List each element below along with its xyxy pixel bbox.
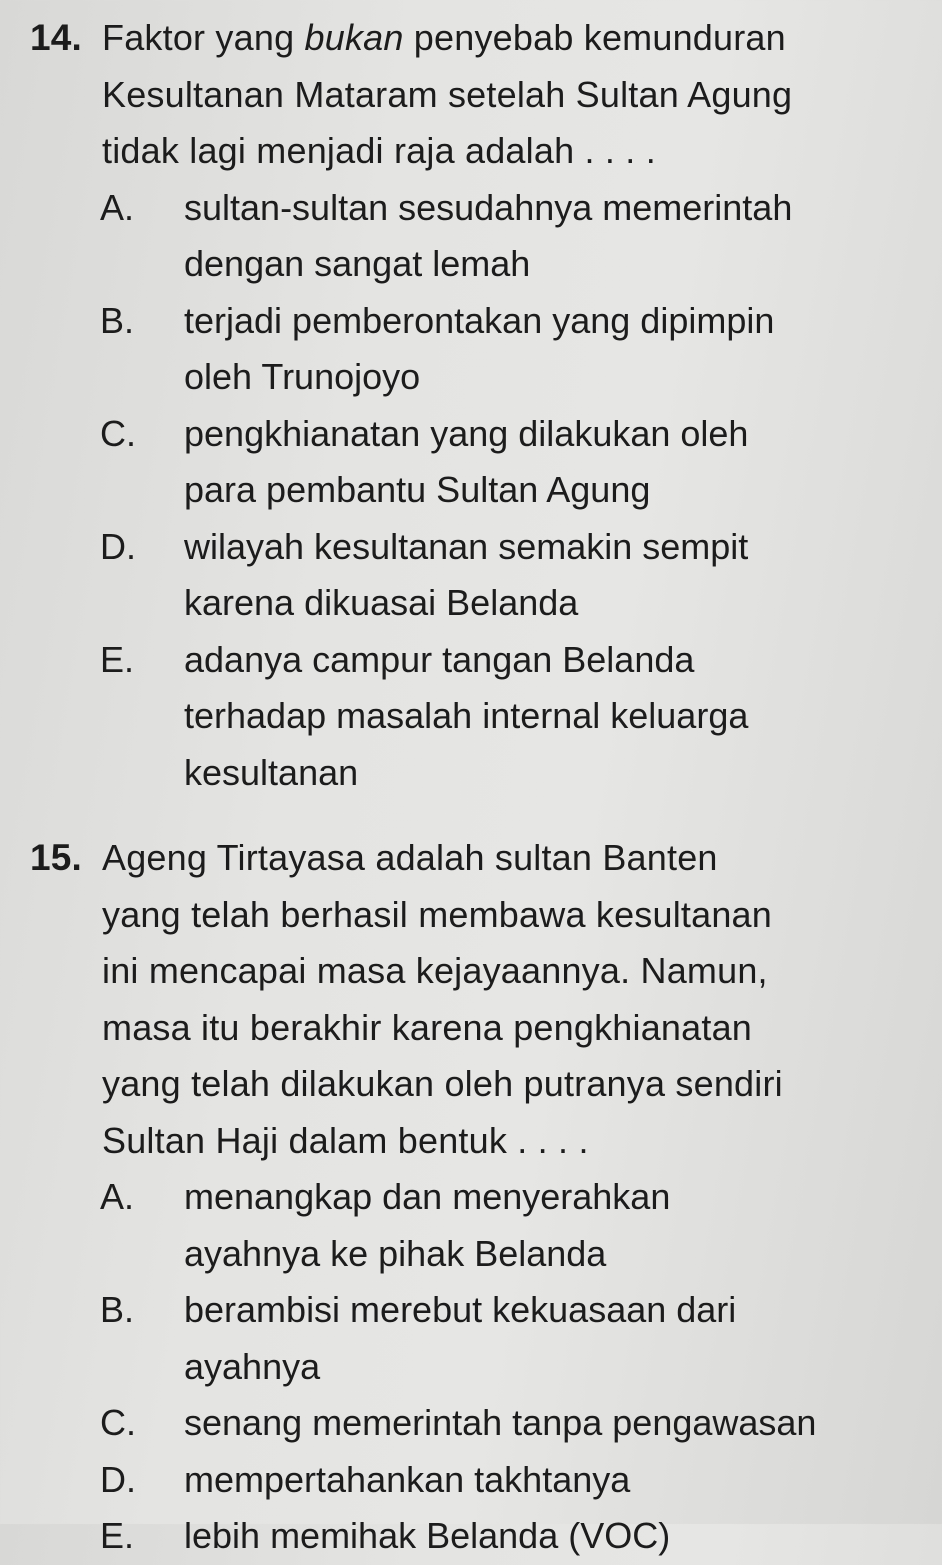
option-text: senang memerintah tanpa pengawasan: [184, 1402, 817, 1443]
option-text: sultan-sultan sesudahnya memerintah: [184, 186, 793, 228]
option-text: terhadap masalah internal keluarga: [184, 695, 749, 736]
stem-line: [102, 10, 830, 67]
question-number: 14.: [30, 17, 83, 58]
stem-line: ini mencapai masa kejayaannya. Namun,: [102, 950, 768, 991]
option-text: ayahnya: [184, 1345, 321, 1387]
question-number: 15.: [30, 837, 83, 878]
question-stem: [30, 10, 830, 180]
question-14: [30, 10, 830, 801]
option-d: [30, 519, 830, 632]
option-letter: A.: [100, 1176, 135, 1217]
question-stem: [30, 830, 830, 1169]
option-d: [30, 1452, 830, 1509]
stem-line: yang telah dilakukan oleh putranya sendiri: [102, 1063, 783, 1104]
stem-line: masa itu berakhir karena pengkhianatan: [102, 1006, 753, 1048]
option-letter: C.: [100, 412, 136, 454]
option-c: [30, 1395, 830, 1452]
option-text: kesultanan: [184, 751, 359, 793]
option-text: ayahnya ke pihak Belanda: [184, 1232, 607, 1274]
option-a: [30, 180, 830, 293]
stem-line: Kesultanan Mataram setelah Sultan Agung: [102, 73, 793, 115]
option-text: menangkap dan menyerahkan: [184, 1176, 671, 1217]
option-text: adanya campur tangan Belanda: [184, 638, 695, 680]
stem-line: Ageng Tirtayasa adalah sultan Banten: [102, 837, 718, 878]
option-letter: B.: [100, 299, 135, 341]
option-letter: A.: [100, 186, 135, 228]
option-text: terjadi pemberontakan yang dipimpin: [184, 299, 775, 341]
option-text: karena dikuasai Belanda: [184, 582, 579, 623]
option-text: oleh Trunojoyo: [184, 356, 421, 397]
option-e: [30, 1508, 830, 1565]
option-text: para pembantu Sultan Agung: [184, 469, 651, 510]
option-text: mempertahankan takhtanya: [184, 1458, 631, 1500]
option-list: [30, 180, 830, 802]
option-letter: D.: [100, 1458, 136, 1500]
option-b: [30, 1282, 830, 1395]
option-b: [30, 293, 830, 406]
option-letter: E.: [100, 638, 135, 680]
option-e: [30, 632, 830, 802]
emphasis-text: bukan: [304, 17, 404, 58]
option-letter: C.: [100, 1402, 136, 1443]
option-text: wilayah kesultanan semakin sempit: [184, 525, 749, 567]
stem-line: Sultan Haji dalam bentuk . . . .: [102, 1119, 589, 1161]
stem-line: yang telah berhasil membawa kesultanan: [102, 893, 772, 935]
option-text: pengkhianatan yang dilakukan oleh: [184, 412, 749, 454]
option-a: [30, 1169, 830, 1282]
option-text: berambisi merebut kekuasaan dari: [184, 1289, 737, 1330]
option-c: [30, 406, 830, 519]
option-letter: E.: [100, 1515, 135, 1556]
option-list: [30, 1169, 830, 1565]
stem-line: tidak lagi menjadi raja adalah . . . .: [102, 130, 656, 171]
option-text: dengan sangat lemah: [184, 243, 531, 284]
option-letter: B.: [100, 1289, 135, 1330]
question-15: [30, 830, 830, 1565]
option-text: lebih memihak Belanda (VOC): [184, 1515, 671, 1556]
stem-text: Faktor yang: [102, 17, 305, 58]
stem-text: penyebab kemunduran: [403, 17, 786, 58]
option-letter: D.: [100, 525, 136, 567]
